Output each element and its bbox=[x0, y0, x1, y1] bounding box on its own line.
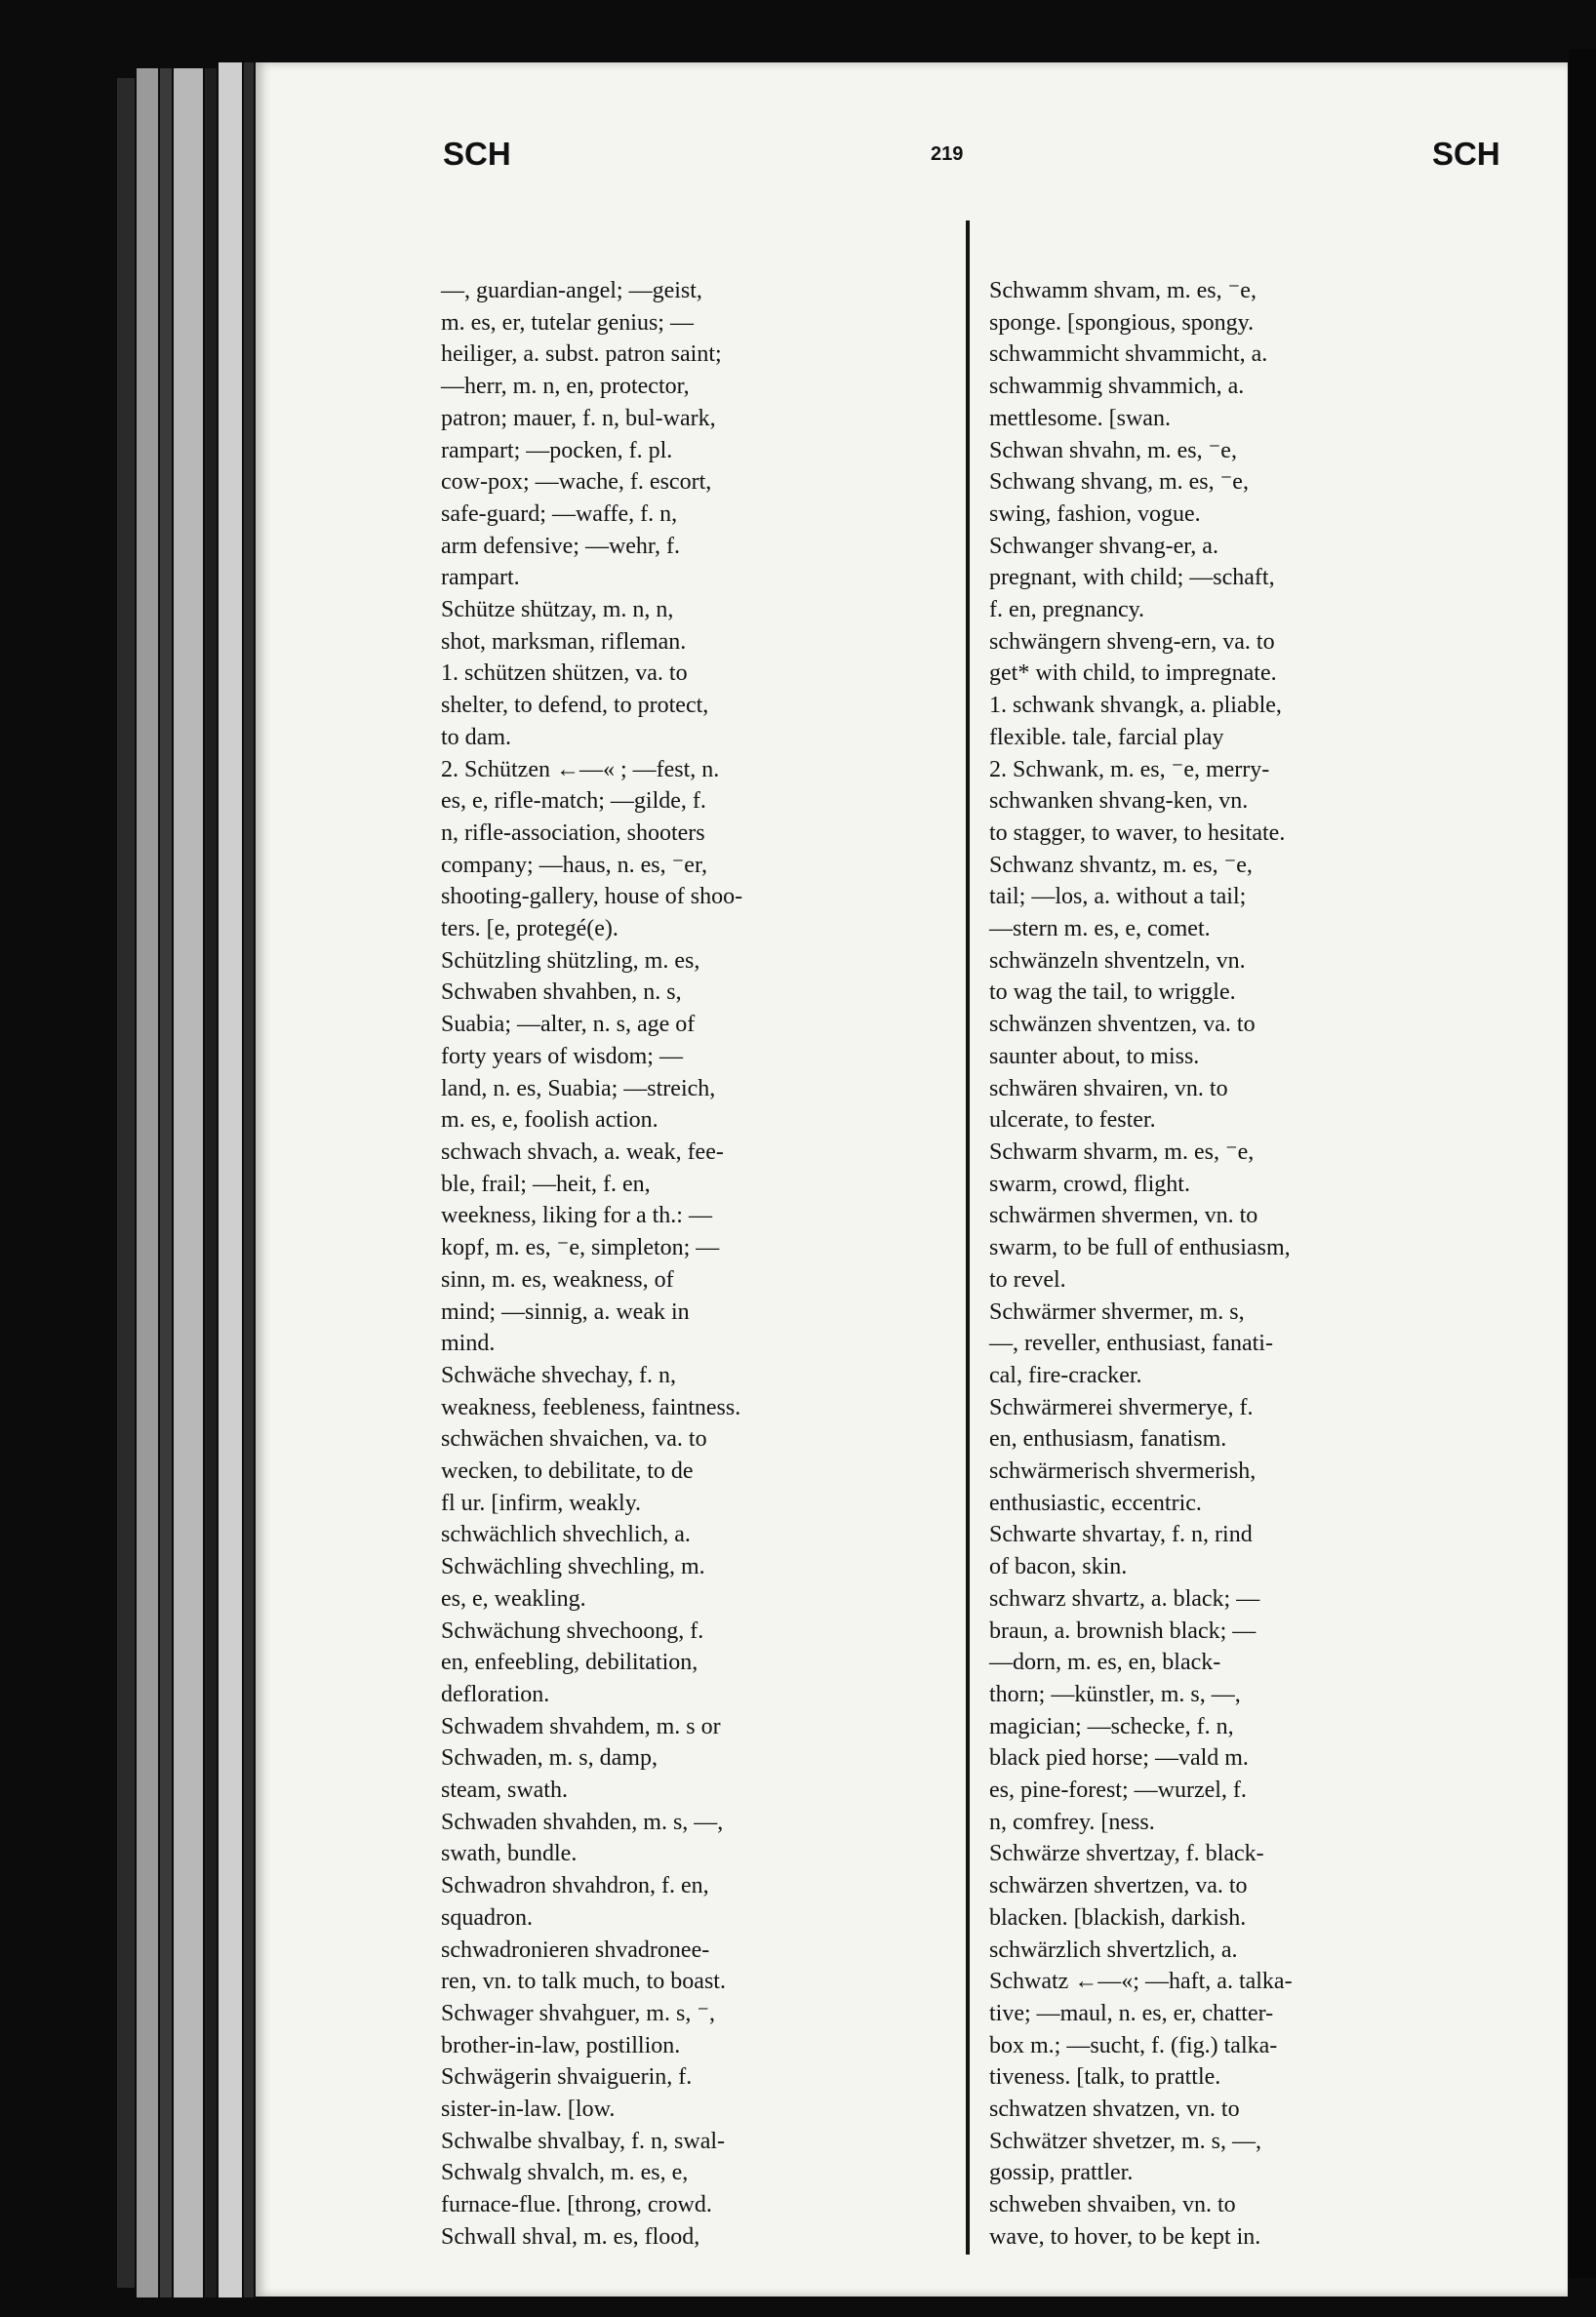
dictionary-line: 2. Schwank, m. es, ⁻e, merry- bbox=[989, 756, 1270, 782]
dictionary-line: blacken. [blackish, darkish. bbox=[989, 1904, 1247, 1931]
dictionary-line: gossip, prattler. bbox=[989, 2160, 1134, 2186]
dictionary-line: Schwatz ←—«; —haft, a. talka- bbox=[989, 1969, 1293, 1995]
dictionary-line: rampart. bbox=[441, 565, 520, 591]
page-number: 219 bbox=[931, 143, 964, 165]
dictionary-line: —herr, m. n, en, protector, bbox=[441, 374, 690, 400]
dictionary-line: Schwarte shvartay, f. n, rind bbox=[989, 1522, 1253, 1548]
dictionary-line: tiveness. [talk, to prattle. bbox=[989, 2064, 1221, 2091]
dictionary-line: to dam. bbox=[441, 724, 511, 750]
dictionary-line: schwärzen shvertzen, va. to bbox=[989, 1873, 1248, 1899]
dictionary-line: Schwall shval, m. es, flood, bbox=[441, 2223, 700, 2250]
dictionary-line: 1. schützen shützen, va. to bbox=[441, 660, 688, 687]
dictionary-line: black pied horse; —vald m. bbox=[989, 1745, 1249, 1772]
dictionary-line: pregnant, with child; —schaft, bbox=[989, 565, 1275, 591]
dictionary-line: schwächen shvaichen, va. to bbox=[441, 1426, 707, 1453]
book-edge bbox=[205, 68, 217, 2297]
dictionary-line: fl ur. [infirm, weakly. bbox=[441, 1490, 642, 1516]
dictionary-line: land, n. es, Suabia; —streich, bbox=[441, 1075, 716, 1101]
column-divider bbox=[966, 220, 970, 2255]
dictionary-line: schwänzen shventzen, va. to bbox=[989, 1012, 1256, 1038]
dictionary-line: Schwalbe shvalbay, f. n, swal- bbox=[441, 2128, 726, 2154]
dictionary-line: magician; —schecke, f. n, bbox=[989, 1713, 1234, 1739]
dictionary-line: schwammig shvammich, a. bbox=[989, 374, 1245, 400]
dictionary-line: —dorn, m. es, en, black- bbox=[989, 1650, 1221, 1676]
dictionary-line: ren, vn. to talk much, to boast. bbox=[441, 1969, 726, 1995]
dictionary-line: —stern m. es, e, comet. bbox=[989, 916, 1211, 942]
dictionary-line: kopf, m. es, ⁻e, simpleton; — bbox=[441, 1235, 720, 1261]
dictionary-line: cow-pox; —wache, f. escort, bbox=[441, 469, 712, 496]
dictionary-line: tive; —maul, n. es, er, chatter- bbox=[989, 2000, 1274, 2026]
dictionary-line: ters. [e, protegé(e). bbox=[441, 916, 618, 942]
dictionary-line: Schwager shvahguer, m. s, ⁻, bbox=[441, 2000, 715, 2026]
dictionary-line: wecken, to debilitate, to de bbox=[441, 1458, 694, 1485]
dictionary-line: sister-in-law. [low. bbox=[441, 2097, 616, 2123]
dictionary-line: rampart; —pocken, f. pl. bbox=[441, 437, 673, 463]
dictionary-line: safe-guard; —waffe, f. n, bbox=[441, 500, 678, 527]
dictionary-line: es, e, rifle-match; —gilde, f. bbox=[441, 788, 706, 815]
dictionary-line: to wag the tail, to wriggle. bbox=[989, 979, 1236, 1006]
dictionary-line: schweben shvaiben, vn. to bbox=[989, 2192, 1236, 2218]
scan-border bbox=[1569, 49, 1596, 2278]
dictionary-line: squadron. bbox=[441, 1904, 533, 1931]
dictionary-line: Schwächling shvechling, m. bbox=[441, 1554, 705, 1580]
dictionary-line: cal, fire-cracker. bbox=[989, 1362, 1142, 1388]
left-column bbox=[441, 275, 958, 2256]
book-edge bbox=[174, 68, 203, 2297]
dictionary-line: weakness, feebleness, faintness. bbox=[441, 1394, 741, 1420]
dictionary-line: Schwaben shvahben, n. s, bbox=[441, 979, 682, 1006]
dictionary-line: shelter, to defend, to protect, bbox=[441, 693, 709, 719]
dictionary-line: Schwägerin shvaiguerin, f. bbox=[441, 2064, 693, 2091]
dictionary-line: Schütze shützay, m. n, n, bbox=[441, 597, 674, 623]
dictionary-line: swath, bundle. bbox=[441, 1841, 578, 1867]
dictionary-line: steam, swath. bbox=[441, 1778, 568, 1804]
dictionary-line: —, reveller, enthusiast, fanati- bbox=[989, 1331, 1273, 1357]
dictionary-line: heiliger, a. subst. patron saint; bbox=[441, 341, 722, 368]
dictionary-line: f. en, pregnancy. bbox=[989, 597, 1145, 623]
dictionary-line: schwären shvairen, vn. to bbox=[989, 1075, 1228, 1101]
dictionary-line: schwängern shveng-ern, va. to bbox=[989, 628, 1275, 655]
dictionary-line: schwänzeln shventzeln, vn. bbox=[989, 947, 1246, 974]
dictionary-line: sponge. [spongious, spongy. bbox=[989, 309, 1255, 336]
dictionary-line: patron; mauer, f. n, bul-wark, bbox=[441, 405, 716, 431]
dictionary-line: brother-in-law, postillion. bbox=[441, 2032, 681, 2058]
dictionary-line: get* with child, to impregnate. bbox=[989, 660, 1277, 687]
dictionary-line: Schwanz shvantz, m. es, ⁻e, bbox=[989, 852, 1253, 878]
dictionary-line: ulcerate, to fester. bbox=[989, 1107, 1156, 1134]
dictionary-line: of bacon, skin. bbox=[989, 1554, 1128, 1580]
dictionary-line: Schwäche shvechay, f. n, bbox=[441, 1362, 677, 1388]
dictionary-line: tail; —los, a. without a tail; bbox=[989, 884, 1247, 910]
book-edge bbox=[137, 68, 158, 2297]
dictionary-line: forty years of wisdom; — bbox=[441, 1043, 683, 1069]
dictionary-line: swarm, crowd, flight. bbox=[989, 1171, 1190, 1197]
dictionary-line: flexible. tale, farcial play bbox=[989, 724, 1224, 750]
dictionary-line: swarm, to be full of enthusiasm, bbox=[989, 1235, 1291, 1261]
dictionary-line: n, comfrey. [ness. bbox=[989, 1809, 1155, 1835]
dictionary-line: shot, marksman, rifleman. bbox=[441, 628, 687, 655]
header-right-guide: SCH bbox=[1432, 136, 1500, 172]
dictionary-line: en, enfeebling, debilitation, bbox=[441, 1650, 698, 1676]
dictionary-line: company; —haus, n. es, ⁻er, bbox=[441, 852, 707, 878]
dictionary-line: Schwätzer shvetzer, m. s, —, bbox=[989, 2128, 1261, 2154]
header-left-guide: SCH bbox=[443, 136, 511, 172]
dictionary-line: Schwang shvang, m. es, ⁻e, bbox=[989, 469, 1249, 496]
dictionary-line: Schwärmerei shvermerye, f. bbox=[989, 1394, 1254, 1420]
dictionary-line: Schwarm shvarm, m. es, ⁻e, bbox=[989, 1139, 1255, 1165]
dictionary-line: Schwan shvahn, m. es, ⁻e, bbox=[989, 437, 1237, 463]
dictionary-line: —, guardian-angel; —geist, bbox=[441, 278, 702, 303]
dictionary-line: schwarz shvartz, a. black; — bbox=[989, 1585, 1260, 1612]
dictionary-line: m. es, e, foolish action. bbox=[441, 1107, 658, 1134]
dictionary-line: schwammicht shvammicht, a. bbox=[989, 341, 1268, 368]
dictionary-line: Schwaden shvahden, m. s, —, bbox=[441, 1809, 724, 1835]
dictionary-line: saunter about, to miss. bbox=[989, 1043, 1200, 1069]
dictionary-line: Schwächung shvechoong, f. bbox=[441, 1618, 704, 1644]
dictionary-line: to stagger, to waver, to hesitate. bbox=[989, 819, 1286, 846]
dictionary-line: Schwalg shvalch, m. es, e, bbox=[441, 2160, 689, 2186]
dictionary-line: shooting-gallery, house of shoo- bbox=[441, 884, 743, 910]
dictionary-line: mettlesome. [swan. bbox=[989, 405, 1171, 431]
dictionary-line: m. es, er, tutelar genius; — bbox=[441, 309, 694, 336]
dictionary-line: schwach shvach, a. weak, fee- bbox=[441, 1139, 724, 1165]
dictionary-line: Schwamm shvam, m. es, ⁻e, bbox=[989, 278, 1257, 303]
dictionary-line: swing, fashion, vogue. bbox=[989, 500, 1201, 527]
book-edge bbox=[219, 62, 242, 2297]
dictionary-line: Schwadem shvahdem, m. s or bbox=[441, 1713, 721, 1739]
dictionary-line: Schwadron shvahdron, f. en, bbox=[441, 1873, 709, 1899]
dictionary-line: box m.; —sucht, f. (fig.) talka- bbox=[989, 2032, 1278, 2058]
book-edge bbox=[160, 68, 172, 2297]
dictionary-line: mind; —sinnig, a. weak in bbox=[441, 1298, 690, 1325]
dictionary-line: es, pine-forest; —wurzel, f. bbox=[989, 1778, 1247, 1804]
dictionary-line: braun, a. brownish black; — bbox=[989, 1618, 1257, 1644]
dictionary-line: sinn, m. es, weakness, of bbox=[441, 1266, 674, 1293]
book-edge bbox=[244, 62, 254, 2297]
dictionary-line: schwärzlich shvertzlich, a. bbox=[989, 1937, 1238, 1963]
dictionary-line: enthusiastic, eccentric. bbox=[989, 1490, 1202, 1516]
dictionary-line: en, enthusiasm, fanatism. bbox=[989, 1426, 1227, 1453]
dictionary-line: Schwaden, m. s, damp, bbox=[441, 1745, 658, 1772]
dictionary-line: arm defensive; —wehr, f. bbox=[441, 533, 680, 559]
dictionary-line: 2. Schützen ←—« ; —fest, n. bbox=[441, 756, 720, 782]
dictionary-line: schwärmen shvermen, vn. to bbox=[989, 1203, 1258, 1229]
dictionary-line: weekness, liking for a th.: — bbox=[441, 1203, 712, 1229]
dictionary-line: Schwanger shvang-er, a. bbox=[989, 533, 1218, 559]
dictionary-line: schwärmerisch shvermerish, bbox=[989, 1458, 1257, 1485]
right-column bbox=[989, 275, 1506, 2256]
dictionary-line: Suabia; —alter, n. s, age of bbox=[441, 1012, 696, 1038]
dictionary-line: thorn; —künstler, m. s, —, bbox=[989, 1681, 1241, 1707]
dictionary-line: to revel. bbox=[989, 1266, 1066, 1293]
dictionary-line: n, rifle-association, shooters bbox=[441, 819, 705, 846]
dictionary-line: furnace-flue. [throng, crowd. bbox=[441, 2192, 712, 2218]
dictionary-line: schwächlich shvechlich, a. bbox=[441, 1522, 691, 1548]
dictionary-line: es, e, weakling. bbox=[441, 1585, 586, 1612]
dictionary-line: schwadronieren shvadronee- bbox=[441, 1937, 710, 1963]
book-edge bbox=[117, 78, 135, 2288]
dictionary-line: Schwärze shvertzay, f. black- bbox=[989, 1841, 1264, 1867]
dictionary-line: defloration. bbox=[441, 1681, 550, 1707]
dictionary-line: Schwärmer shvermer, m. s, bbox=[989, 1298, 1245, 1325]
dictionary-line: schwatzen shvatzen, vn. to bbox=[989, 2097, 1240, 2123]
dictionary-line: mind. bbox=[441, 1331, 496, 1357]
dictionary-line: schwanken shvang-ken, vn. bbox=[989, 788, 1249, 815]
dictionary-line: wave, to hover, to be kept in. bbox=[989, 2223, 1261, 2250]
dictionary-line: Schützling shützling, m. es, bbox=[441, 947, 700, 974]
dictionary-line: 1. schwank shvangk, a. pliable, bbox=[989, 693, 1282, 719]
dictionary-line: ble, frail; —heit, f. en, bbox=[441, 1171, 651, 1197]
dictionary-page bbox=[256, 62, 1568, 2297]
running-header bbox=[256, 136, 1568, 194]
